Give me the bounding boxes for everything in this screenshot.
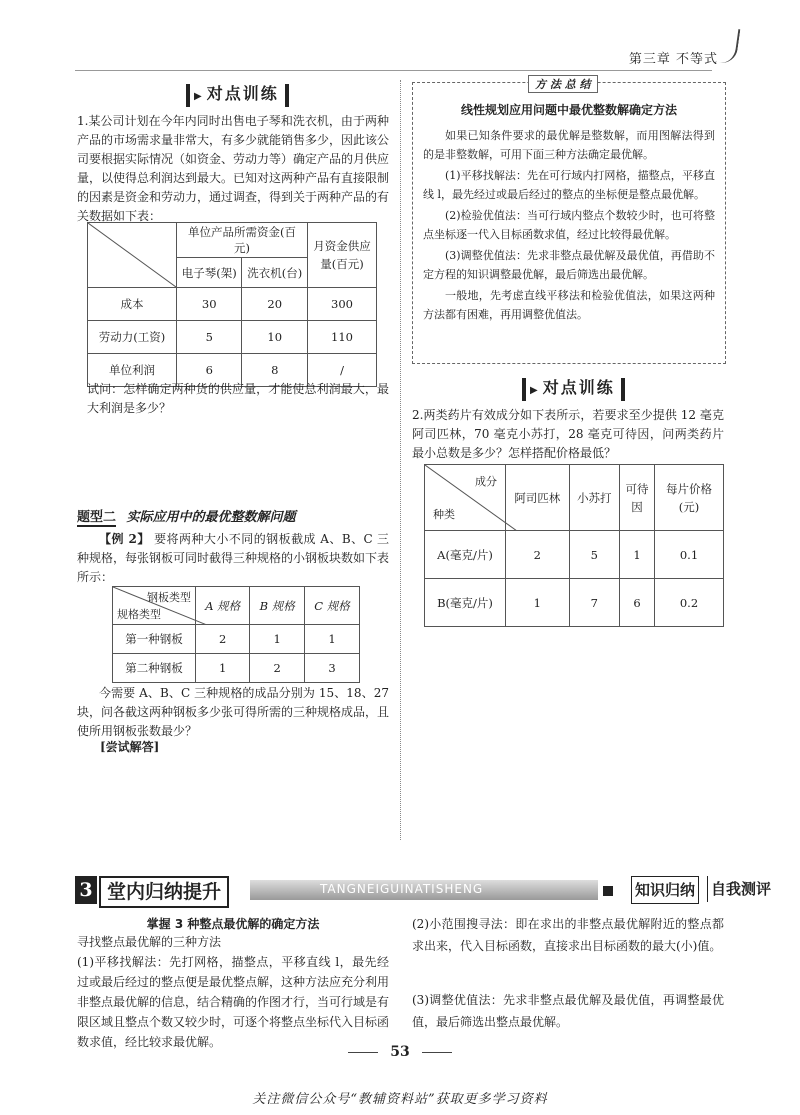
- example-2-label: 【例 2】: [99, 532, 150, 546]
- cell: 1: [506, 579, 570, 627]
- question-1-ask: 试问：怎样确定两种货的供应量，才能使总利润最大，最大利润是多少？: [87, 382, 389, 415]
- corner-bottom-label: 种类: [433, 508, 455, 521]
- cell: 1: [620, 531, 655, 579]
- table-row: [88, 321, 377, 354]
- method-title: 线性规划应用问题中最优整数解确定方法: [460, 103, 677, 117]
- table-appliances: [87, 222, 377, 387]
- method-tag: 方 法 总 结: [528, 75, 598, 93]
- table-medicine: [424, 464, 724, 627]
- summary-title: 掌握 3 种整点最优解的确定方法: [146, 917, 320, 931]
- row-label: A(毫克/片): [425, 531, 506, 579]
- tag-self-test: 自我测评: [707, 876, 794, 902]
- type2-label: 题型二: [77, 510, 117, 525]
- cell: 6: [620, 579, 655, 627]
- cell: 2: [196, 625, 250, 654]
- triangle-icon: ▶: [194, 91, 204, 102]
- try-answer-label: [尝试解答]: [100, 740, 160, 754]
- column-header: B 规格: [250, 587, 305, 625]
- table-steel: [112, 586, 360, 683]
- triangle-icon: ▶: [530, 385, 540, 396]
- section-title: 堂内归纳提升: [99, 876, 229, 908]
- column-header: 阿司匹林: [506, 465, 570, 531]
- column-header: 小苏打: [569, 465, 619, 531]
- method-summary-box: [412, 82, 726, 364]
- column-header: 可待因: [620, 465, 655, 531]
- column-header: 每片价格(元): [655, 465, 724, 531]
- summary-intro: 寻找整点最优解的三种方法: [77, 935, 222, 949]
- diagonal-corner-cell: [425, 465, 506, 531]
- cell: 5: [177, 321, 242, 354]
- summary-method-2: (2)小范围搜寻法：即在求出的非整点最优解附近的整点都求出来，代入目标函数，直接求出目标函数的最大(小)值。: [412, 917, 724, 953]
- diagonal-line: [88, 223, 176, 287]
- method-para: 如果已知条件要求的最优解是整数解，而用图解法得到的是非整数解，可用下面三种方法确定最优解。: [423, 129, 715, 161]
- left-train-heading: ▶ 对点训练: [186, 84, 289, 107]
- header-rule: [75, 70, 712, 71]
- section-number: 3: [75, 876, 97, 904]
- footer-note: 关注微信公众号“教辅资料站”获取更多学习资料: [252, 1092, 548, 1107]
- column-divider: [400, 80, 401, 840]
- header-washer: 洗衣机(台): [242, 258, 308, 288]
- diagonal-corner-cell: [88, 223, 177, 288]
- table-row: [425, 531, 724, 579]
- table-row: [113, 654, 360, 683]
- summary-method-3: (3)调整优值法：先求非整点最优解及最优值，再调整最优值，最后筛选出整点最优解。: [412, 993, 724, 1029]
- row-label: 第二种钢板: [113, 654, 196, 683]
- cell: 300: [308, 288, 377, 321]
- cell: 6: [177, 354, 242, 387]
- example-2-need: 今需要 A、B、C 三种规格的成品分别为 15、18、27 块，问各截这两种钢板多少张可得所需的三种规格成品，且使所用钢板张数最少？: [77, 686, 390, 738]
- section-pinyin: TANGNEIGUINATISHENG: [320, 882, 484, 896]
- column-header: A 规格: [196, 587, 250, 625]
- cell: 2: [250, 654, 305, 683]
- question-2-text: 2.两类药片有效成分如下表所示，若要求至少提供 12 毫克阿司匹林，70 毫克小苏打，28 毫克可待因，问两类药片最小总数是多少？怎样搭配价格最低？: [412, 408, 724, 460]
- right-train-heading: ▶ 对点训练: [522, 378, 625, 401]
- cell: 7: [569, 579, 619, 627]
- column-header: C 规格: [304, 587, 359, 625]
- method-para: (1)平移找解法：先在可行域内打网格，描整点，平移直线 l，最先经过或最后经过的整点的坐标便是整点最优解。: [423, 169, 715, 201]
- header-piano: 电子琴(架): [177, 258, 242, 288]
- table-row: [113, 625, 360, 654]
- type2-title: 实际应用中的最优整数解问题: [126, 510, 296, 525]
- row-label: 劳动力(工资): [88, 321, 177, 354]
- corner-top-label: 成分: [475, 475, 497, 488]
- section-banner: [75, 876, 772, 904]
- summary-method-1: (1)平移找解法：先打网格，描整点，平移直线 l，最先经过或最后经过的整点便是最优整点解，这种方法应充分利用非整点最优解的信息，结合精确的作图才行，当可行域是有限区域且整点个数又较少时，可逐个将整点坐标代入目标函数求值，经比较求最优解。: [77, 955, 390, 1049]
- cell: 10: [242, 321, 308, 354]
- cell: 30: [177, 288, 242, 321]
- chapter-title: 第三章 不等式: [628, 52, 718, 67]
- page-number: [0, 1044, 800, 1060]
- cell: 20: [242, 288, 308, 321]
- cell: 1: [250, 625, 305, 654]
- type2-heading: [77, 506, 296, 525]
- row-label: 第一种钢板: [113, 625, 196, 654]
- cell: 1: [196, 654, 250, 683]
- example-2-body: 要将两种大小不同的钢板截成 A、B、C 三种规格，每张钢板可同时截得三种规格的小钢板块数如下表所示：: [77, 532, 390, 584]
- header-curl-decoration: [720, 27, 741, 65]
- method-para: (2)检验优值法：当可行域内整点个数较少时，也可将整点坐标逐一代入目标函数求值，经过比较得最优解。: [423, 209, 715, 241]
- example-2-text: [77, 530, 389, 587]
- row-label: 单位利润: [88, 354, 177, 387]
- corner-top-label: 钢板类型: [147, 591, 191, 604]
- method-body: [413, 126, 725, 324]
- question-1-text: 1.某公司计划在今年内同时出售电子琴和洗衣机，由于两种产品的市场需求量非常大，有多少就能销售多少，因此该公司要根据实际情况（如资金、劳动力等）确定产品的月供应量，以使得总利润达到最大。已知对这两种产品有直接限制的因素是资金和劳动力，通过调查，得到关于两种产品的有关数据如下表：: [77, 114, 390, 223]
- cell: 1: [304, 625, 359, 654]
- diagonal-corner-cell: [113, 587, 196, 625]
- corner-bottom-label: 规格类型: [117, 608, 161, 621]
- table-row: [88, 288, 377, 321]
- header-unit-funds: 单位产品所需资金(百元): [177, 223, 308, 258]
- cell: /: [308, 354, 377, 387]
- page-number-text: 53: [390, 1044, 410, 1060]
- cell: 5: [569, 531, 619, 579]
- cell: 2: [506, 531, 570, 579]
- cell: 8: [242, 354, 308, 387]
- tag-knowledge: 知识归纳: [631, 876, 699, 904]
- square-icon: [603, 886, 613, 896]
- row-label: 成本: [88, 288, 177, 321]
- header-monthly-supply: 月资金供应量(百元): [308, 223, 377, 288]
- table-row: [425, 579, 724, 627]
- row-label: B(毫克/片): [425, 579, 506, 627]
- cell: 110: [308, 321, 377, 354]
- method-para: 一般地，先考虑直线平移法和检验优值法，如果这两种方法都有困难，再用调整优值法。: [423, 289, 715, 321]
- method-para: (3)调整优值法：先求非整点最优解及最优值，再借助不定方程的知识调整最优解，最后筛选出最优解。: [423, 249, 715, 281]
- section-stripe: [250, 880, 598, 900]
- cell: 3: [304, 654, 359, 683]
- cell: 0.2: [655, 579, 724, 627]
- cell: 0.1: [655, 531, 724, 579]
